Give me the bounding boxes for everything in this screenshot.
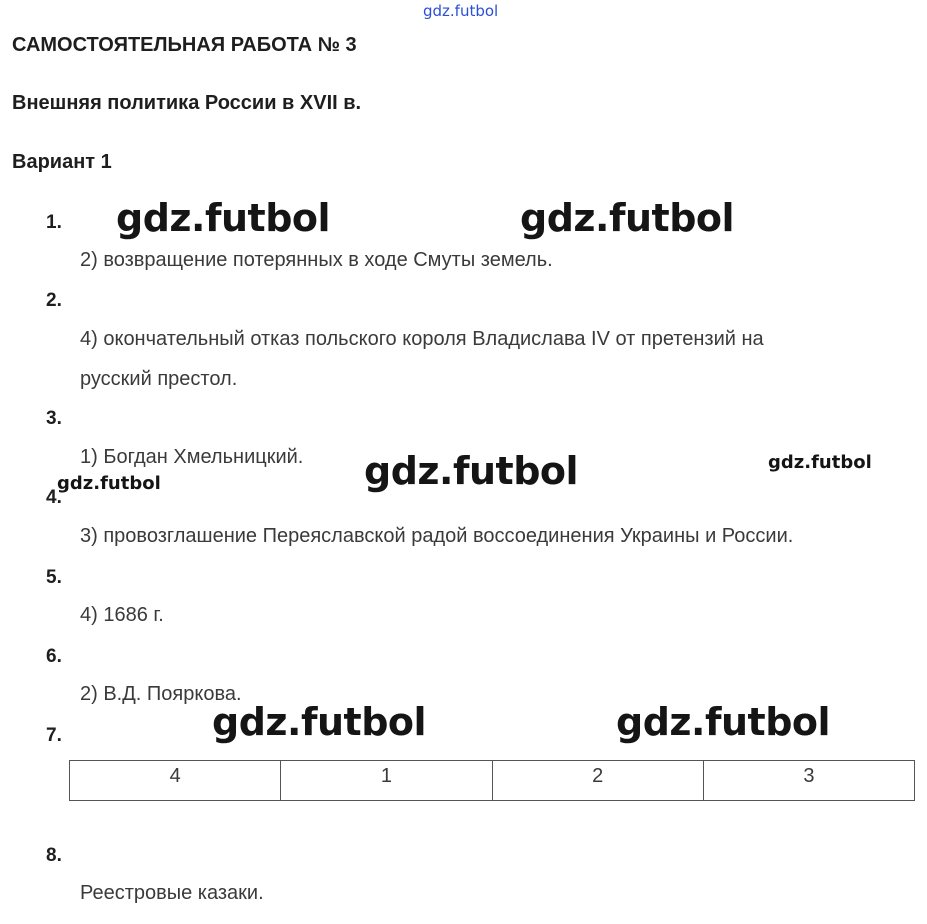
- watermark: gdz.futbol: [520, 196, 735, 240]
- table-row: [70, 761, 915, 801]
- variant-label: Вариант 1: [12, 151, 112, 173]
- question-answer: 1) Богдан Хмельницкий.: [80, 446, 304, 468]
- question-answer: 4) окончательный отказ польского короля Владислава IV от претензий на: [80, 328, 764, 350]
- question-number: 3.: [46, 408, 62, 429]
- table-cell: 2: [492, 761, 703, 801]
- table-cell: 1: [281, 761, 492, 801]
- question-number: 7.: [46, 725, 62, 746]
- question-number: 4.: [46, 487, 62, 508]
- watermark: gdz.futbol: [768, 452, 872, 473]
- question-number: 5.: [46, 567, 62, 588]
- question-answer: Реестровые казаки.: [80, 882, 264, 904]
- watermark: gdz.futbol: [212, 700, 427, 744]
- table-cell: 3: [703, 761, 914, 801]
- question-answer: 2) В.Д. Пояркова.: [80, 683, 242, 705]
- question-number: 6.: [46, 646, 62, 667]
- question-answer: 2) возвращение потерянных в ходе Смуты земель.: [80, 249, 553, 271]
- watermark: gdz.futbol: [116, 196, 331, 240]
- top-watermark: gdz.futbol: [423, 2, 499, 20]
- watermark: gdz.futbol: [616, 700, 831, 744]
- question-number: 1.: [46, 212, 62, 233]
- watermark: gdz.futbol: [57, 473, 161, 494]
- page-title: САМОСТОЯТЕЛЬНАЯ РАБОТА № 3: [12, 34, 357, 56]
- question-number: 8.: [46, 845, 62, 866]
- matching-table: [69, 760, 915, 801]
- question-answer-continued: русский престол.: [80, 368, 238, 390]
- question-answer: 3) провозглашение Переяславской радой воссоединения Украины и России.: [80, 525, 794, 547]
- page-subtitle: Внешняя политика России в XVII в.: [12, 92, 362, 114]
- watermark: gdz.futbol: [364, 449, 579, 493]
- table-cell: 4: [70, 761, 281, 801]
- question-answer: 4) 1686 г.: [80, 604, 164, 626]
- question-number: 2.: [46, 290, 62, 311]
